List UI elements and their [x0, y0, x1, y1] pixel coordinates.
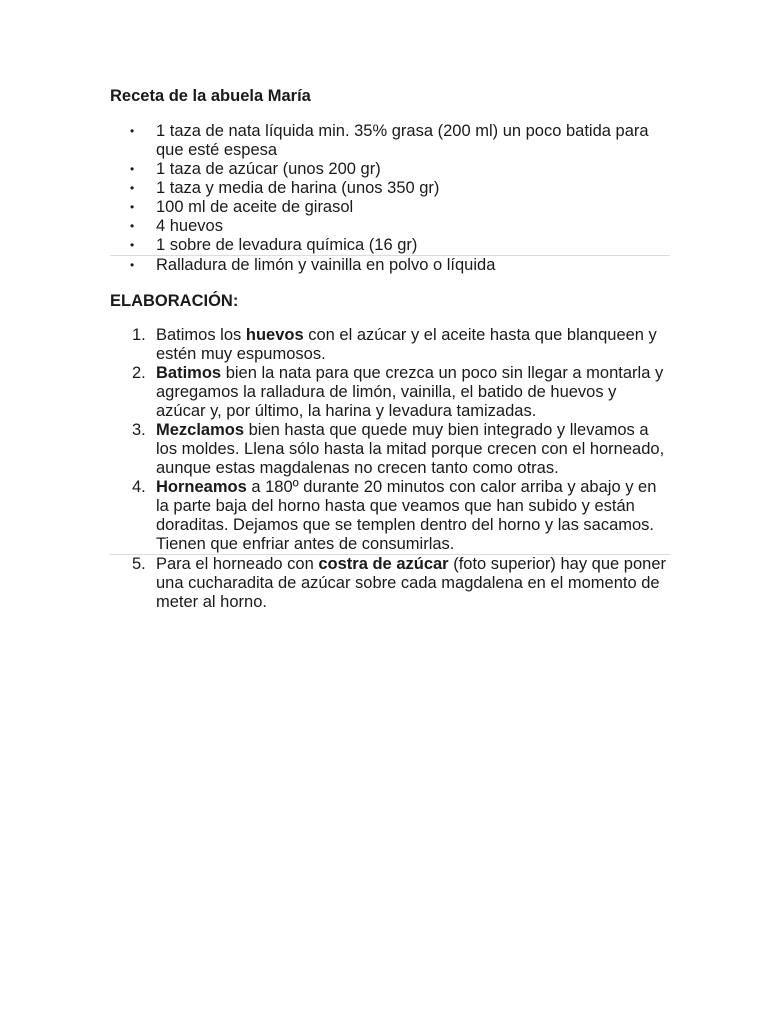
bullet-icon: •	[130, 219, 135, 233]
bullet-icon: •	[130, 238, 135, 252]
step-bold-text: Batimos	[156, 364, 222, 382]
step-item	[110, 364, 670, 421]
ingredients-list	[110, 122, 670, 275]
step-item	[110, 478, 670, 554]
ingredient-text: 1 sobre de levadura química (16 gr)	[156, 236, 418, 254]
step-bold-text: Mezclamos	[156, 421, 245, 439]
ingredient-text: 1 taza de azúcar (unos 200 gr)	[156, 160, 381, 178]
step-item	[110, 554, 670, 612]
list-item	[110, 198, 670, 217]
list-item	[110, 160, 670, 179]
step-number: 2.	[132, 364, 146, 382]
step-text-post: bien hasta que quede muy bien integrado y llevamos a los moldes. Llena sólo hasta la mitad porque crecen con el horneado, aunque estas magdalenas no crecen tanto como otras.	[156, 421, 665, 477]
step-item	[110, 326, 670, 364]
list-item	[110, 255, 670, 275]
step-number: 1.	[132, 326, 146, 344]
step-bold-text: huevos	[245, 326, 304, 344]
bullet-icon: •	[130, 124, 135, 138]
ingredient-text: 4 huevos	[156, 217, 223, 235]
step-text-post: con el azúcar y el aceite hasta que blanqueen y estén muy espumosos.	[156, 326, 657, 363]
step-item	[110, 421, 670, 478]
list-item	[110, 217, 670, 236]
bullet-icon: •	[130, 258, 135, 272]
steps-list	[110, 326, 670, 612]
bullet-icon: •	[130, 162, 135, 176]
step-number: 5.	[132, 555, 146, 573]
step-number: 4.	[132, 478, 146, 496]
step-bold-text: Horneamos	[156, 478, 247, 496]
list-item	[110, 179, 670, 198]
step-text-post: (foto superior) hay que poner una cucharadita de azúcar sobre cada magdalena en el momento de meter al horno.	[156, 555, 666, 611]
step-text-post: a 180º durante 20 minutos con calor arriba y abajo y en la parte baja del horno hasta que veamos que han subido y están doraditas. Dejamos que se templen dentro del horno y las sacamos. Tienen que enfriar antes de consumirlas.	[156, 478, 657, 553]
list-item	[110, 122, 670, 160]
list-item	[110, 236, 670, 255]
bullet-icon: •	[130, 200, 135, 214]
recipe-title: Receta de la abuela María	[110, 87, 311, 105]
ingredient-text: Ralladura de limón y vainilla en polvo o líquida	[156, 256, 496, 274]
bullet-icon: •	[130, 181, 135, 195]
ingredient-text: 1 taza de nata líquida min. 35% grasa (200 ml) un poco batida para que esté espesa	[156, 122, 649, 159]
step-text-post: bien la nata para que crezca un poco sin llegar a montarla y agregamos la ralladura de limón, vainilla, el batido de huevos y azúcar y, por último, la harina y levadura tamizadas.	[156, 364, 664, 420]
step-text-pre: Batimos los	[156, 326, 246, 344]
step-bold-text: costra de azúcar	[318, 555, 449, 573]
ingredient-text: 1 taza y media de harina (unos 350 gr)	[156, 179, 440, 197]
step-number: 3.	[132, 421, 146, 439]
elaboration-heading: ELABORACIÓN:	[110, 292, 239, 310]
step-text-pre: Para el horneado con	[156, 555, 319, 573]
ingredient-text: 100 ml de aceite de girasol	[156, 198, 354, 216]
